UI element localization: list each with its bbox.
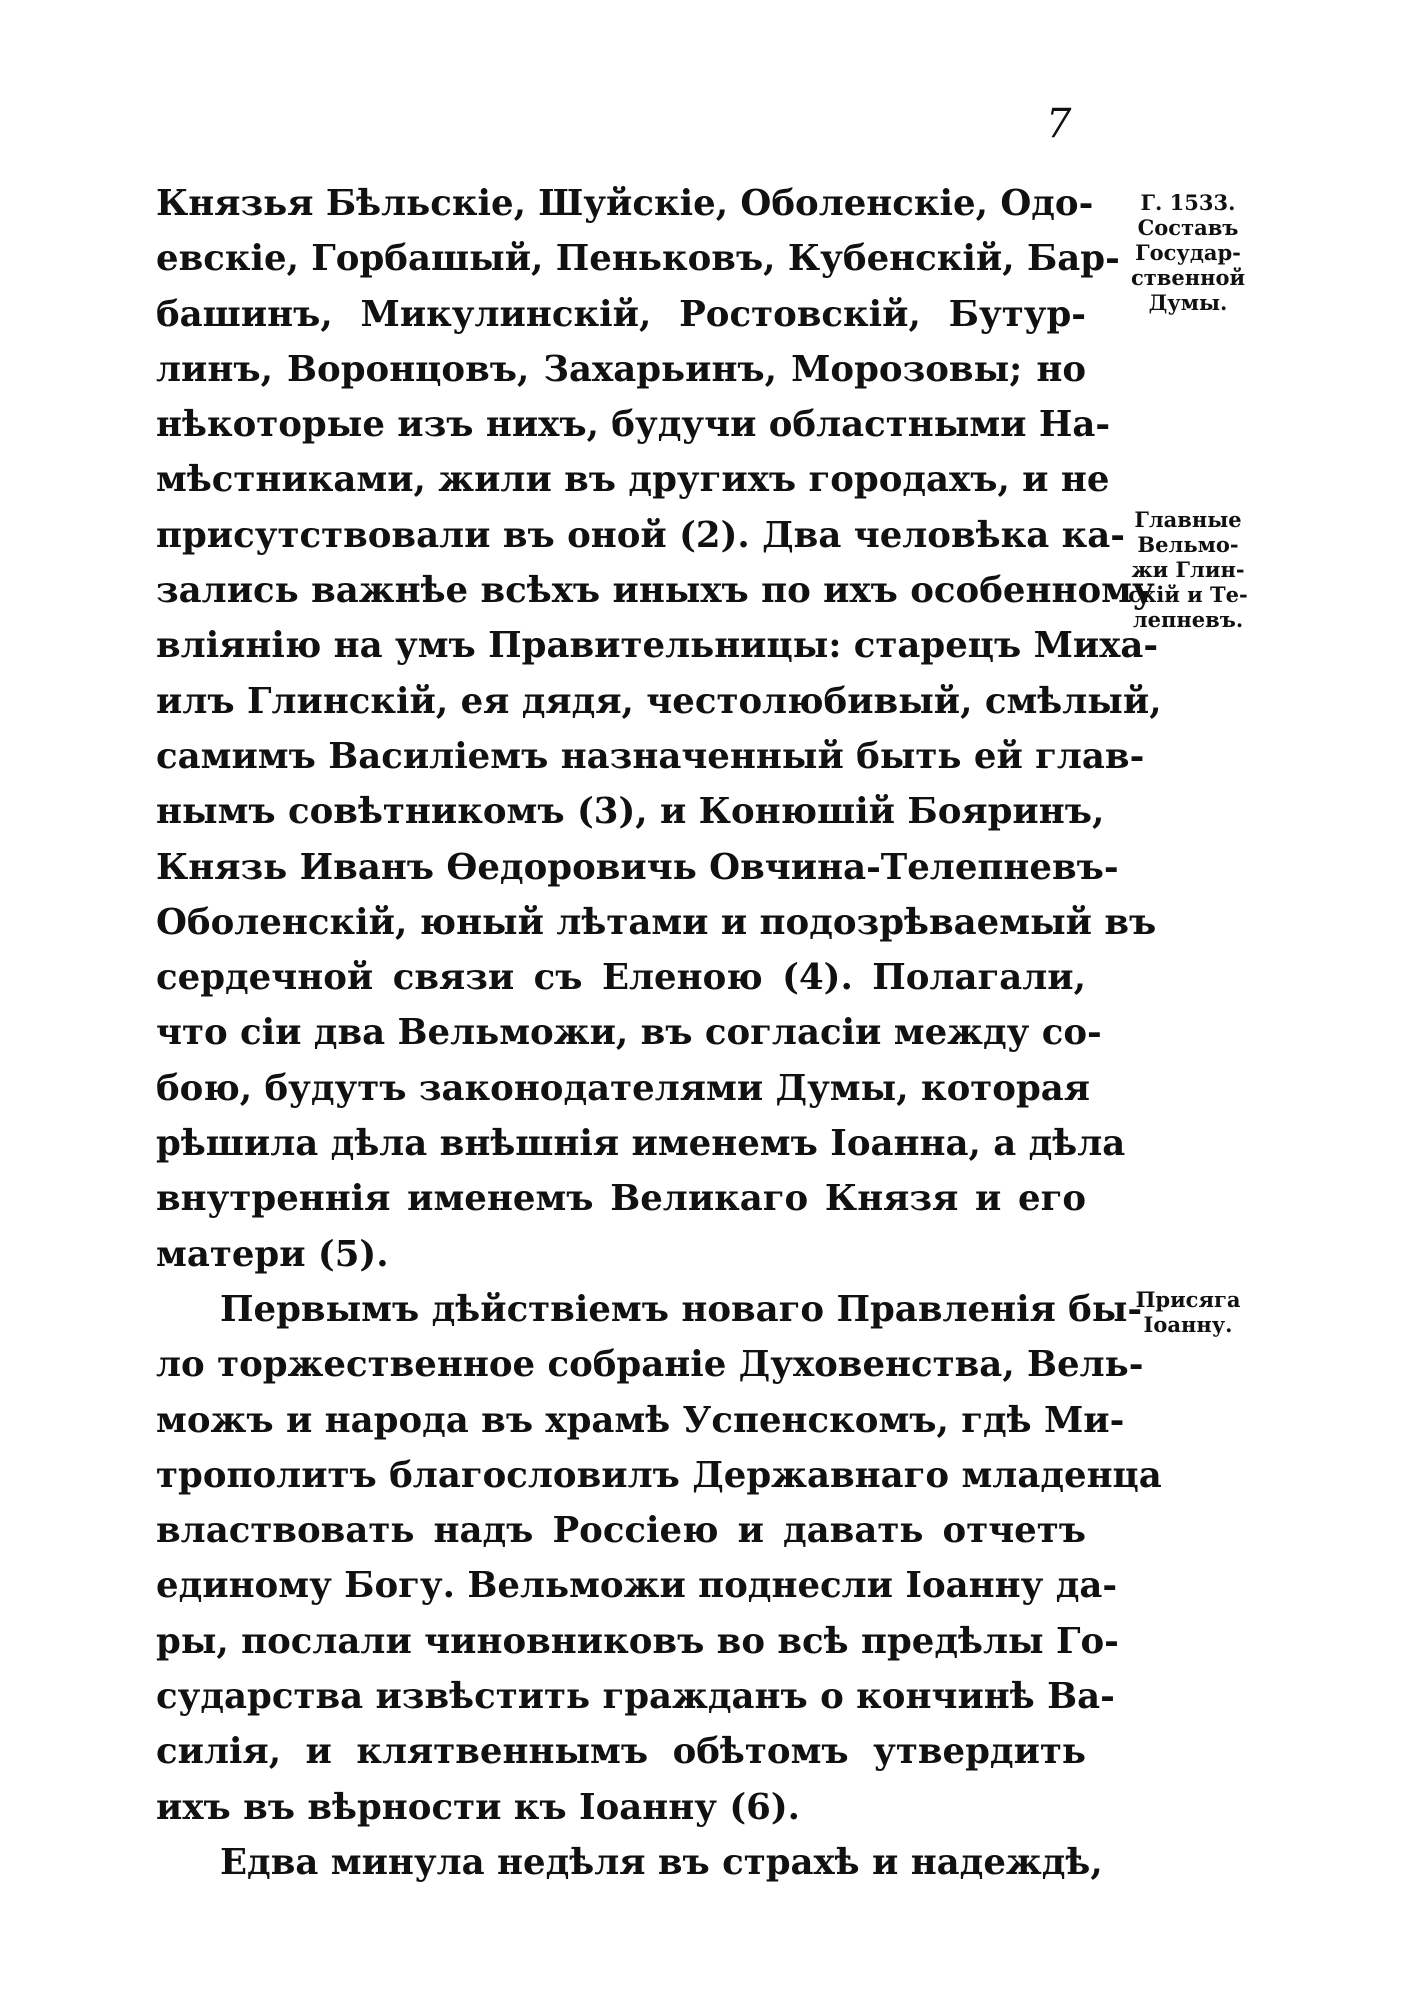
text-line: ло торжественное собраніе Духовенства, Вель- — [156, 1344, 1144, 1386]
sidenote-line: Составъ — [1137, 215, 1239, 240]
text-line: внутреннія именемъ Великаго Князя и его — [156, 1178, 1086, 1220]
text-line: ихъ въ вѣрности къ Іоанну (6). — [156, 1786, 800, 1828]
text-line: властвовать надъ Россіею и давать отчетъ — [156, 1510, 1086, 1552]
text-line: нымъ совѣтникомъ (3), и Конюшій Бояринъ, — [156, 791, 1105, 833]
sidenote-line: Вельмо- — [1137, 532, 1239, 557]
text-line: трополитъ благословилъ Державнаго младенца — [156, 1454, 1162, 1496]
text-line: матери (5). — [156, 1233, 389, 1275]
sidenote-line: скій и Те- — [1128, 582, 1248, 607]
text-line: Оболенскій, юный лѣтами и подозрѣваемый въ — [156, 901, 1157, 943]
text-line: илъ Глинскій, ея дядя, честолюбивый, смѣлый, — [156, 680, 1162, 722]
text-line: что сіи два Вельможи, въ согласіи между со- — [156, 1012, 1102, 1054]
text-line: рѣшила дѣла внѣшнія именемъ Іоанна, а дѣла — [156, 1123, 1126, 1165]
text-line: Едва минула недѣля въ страхѣ и надеждѣ, — [220, 1841, 1103, 1883]
sidenote-line: лепневъ. — [1132, 607, 1244, 632]
sidenote-line: жи Глин- — [1131, 557, 1245, 582]
paragraph — [156, 176, 1162, 1282]
sidenote-line: Іоанну. — [1143, 1312, 1233, 1337]
text-line: присутствовали въ оной (2). Два человѣка ка- — [156, 514, 1125, 556]
paragraph — [156, 1835, 1103, 1890]
page-number: 7 — [1046, 101, 1072, 147]
text-line: евскіе, Горбашый, Пеньковъ, Кубенскій, Бар- — [156, 238, 1120, 280]
text-line: бою, будутъ законодателями Думы, которая — [156, 1067, 1090, 1109]
text-line: единому Богу. Вельможи поднесли Іоанну да- — [156, 1565, 1118, 1607]
text-line: мѣстниками, жили въ другихъ городахъ, и не — [156, 459, 1110, 501]
text-line: Первымъ дѣйствіемъ новаго Правленія бы- — [220, 1288, 1143, 1330]
paragraph — [156, 1282, 1162, 1835]
sidenote-nobles — [1098, 507, 1278, 632]
sidenote-line: Присяга — [1135, 1287, 1241, 1312]
text-line: нѣкоторые изъ нихъ, будучи областными На- — [156, 404, 1111, 446]
sidenote-line: Главные — [1134, 507, 1242, 532]
text-line: Князь Иванъ Ѳедоровичь Овчина-Телепневъ- — [156, 846, 1119, 888]
text-line: сердечной связи съ Еленою (4). Полагали, — [156, 957, 1086, 999]
text-line: сударства извѣстить гражданъ о кончинѣ Ва- — [156, 1676, 1115, 1718]
text-line: силія, и клятвеннымъ обѣтомъ утвердить — [156, 1731, 1086, 1773]
sidenote-line: Думы. — [1148, 290, 1228, 315]
sidenote-line: Г. 1533. — [1140, 190, 1236, 215]
text-line: линъ, Воронцовъ, Захарьинъ, Морозовы; но — [156, 348, 1086, 390]
text-line: ры, послали чиновниковъ во всѣ предѣлы Го- — [156, 1620, 1119, 1662]
text-line: Князья Бѣльскіе, Шуйскіе, Оболенскіе, Одо- — [156, 183, 1094, 224]
main-text — [156, 176, 1162, 1890]
text-line: зались важнѣе всѣхъ иныхъ по ихъ особенному — [156, 570, 1155, 612]
sidenote-line: ственной — [1130, 265, 1246, 290]
text-line: можъ и народа въ храмѣ Успенскомъ, гдѣ Ми- — [156, 1399, 1125, 1441]
sidenote-line: Государ- — [1135, 240, 1241, 265]
sidenote-oath — [1098, 1287, 1278, 1337]
text-line: башинъ, Микулинскій, Ростовскій, Бутур- — [156, 293, 1086, 335]
sidenote-duma — [1098, 190, 1278, 315]
text-line: вліянію на умъ Правительницы: старецъ Миха- — [156, 625, 1159, 667]
text-line: самимъ Василіемъ назначенный быть ей глав- — [156, 735, 1145, 777]
